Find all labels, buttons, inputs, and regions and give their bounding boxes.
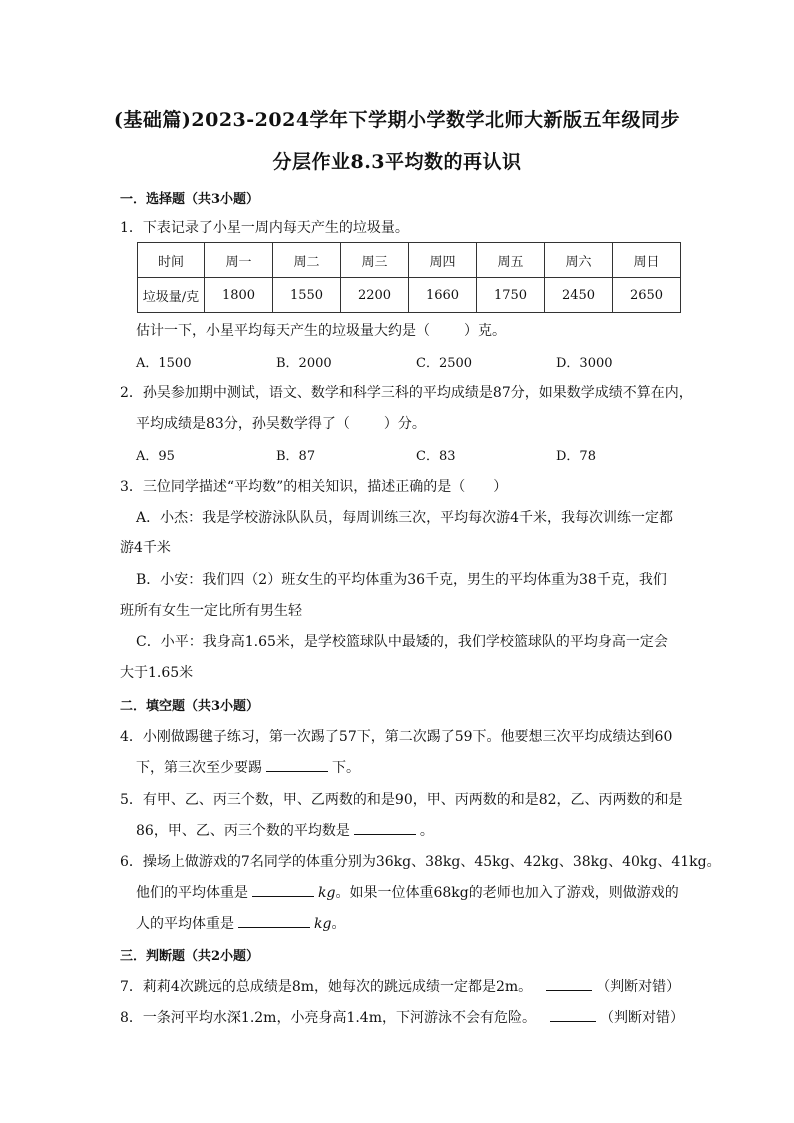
- q7-line: [120, 976, 680, 996]
- section-judge-heading: 三．判断题（共2小题）: [120, 949, 260, 964]
- q2-line-2-end: ）分。: [383, 416, 426, 432]
- table-cell: 周日: [613, 243, 681, 278]
- table-cell: 周三: [341, 243, 409, 278]
- q4-line-2: [136, 757, 360, 777]
- table-cell: 时间: [138, 243, 205, 278]
- q5-line-2: [136, 820, 434, 840]
- q6-line-3-end: 。: [331, 916, 346, 932]
- section-fill-heading: 二．填空题（共3小题）: [120, 699, 260, 714]
- q5-line-1: 5．有甲、乙、丙三个数，甲、乙两数的和是90，甲、丙两数的和是82，乙、丙两数的和是: [120, 792, 683, 808]
- q1-follow-text: 估计一下，小星平均每天产生的垃圾量大约是（: [136, 323, 430, 339]
- table-row: [138, 243, 681, 278]
- table-cell: 周五: [477, 243, 545, 278]
- q2-line-2-text: 平均成绩是83分，孙吴数学得了（: [136, 416, 350, 432]
- q6-answer-blank-2[interactable]: [238, 913, 310, 928]
- q1-options: [136, 352, 696, 371]
- q3-option-a-line-1: A．小杰：我是学校游泳队队员，每周训练三次，平均每次游4千米，我每次训练一定都: [136, 510, 674, 526]
- table-cell: 2450: [545, 278, 613, 313]
- option-b[interactable]: B．2000: [276, 356, 332, 371]
- option-d[interactable]: D．78: [556, 449, 596, 464]
- q3-stem: 3．三位同学描述“平均数”的相关知识，描述正确的是（ ）: [120, 479, 508, 495]
- q6-line-3-text: 人的平均体重是: [136, 916, 234, 932]
- table-cell: 周二: [273, 243, 341, 278]
- q6-line-3: [136, 913, 345, 933]
- q5-line-2-end: 。: [419, 823, 434, 839]
- table-row: [138, 278, 681, 313]
- q6-line-2-rest: 。如果一位体重68kg的老师也加入了游戏，则做游戏的: [335, 885, 679, 901]
- q6-line-2-text: 他们的平均体重是: [136, 885, 248, 901]
- table-cell: 1660: [409, 278, 477, 313]
- q6-unit: kg: [314, 916, 332, 932]
- table-cell: 周四: [409, 243, 477, 278]
- q1-follow-end: ）克。: [464, 323, 506, 339]
- q3-option-c-line-1: C．小平：我身高1.65米，是学校篮球队中最矮的，我们学校篮球队的平均身高一定会: [136, 634, 668, 650]
- q6-line-1: 6．操场上做游戏的7名同学的体重分别为36kg、38kg、45kg、42kg、38kg、40kg、41kg。: [120, 854, 721, 870]
- option-c[interactable]: C．83: [416, 449, 456, 464]
- q7-text: 7．莉莉4次跳远的总成绩是8m，她每次的跳远成绩一定都是2m。: [120, 979, 533, 995]
- q4-line-2-end: 下。: [332, 760, 360, 776]
- q2-line-2: [136, 413, 426, 433]
- table-cell: 1800: [205, 278, 273, 313]
- q5-line-2-text: 86，甲、乙、丙三个数的平均数是: [136, 823, 350, 839]
- q7-answer-blank[interactable]: [546, 976, 592, 991]
- q1-follow: [136, 320, 506, 340]
- title-line-2: 分层作业8.3平均数的再认识: [272, 151, 522, 173]
- q4-answer-blank[interactable]: [266, 757, 328, 772]
- q6-unit: kg: [318, 885, 336, 901]
- q3-option-b-line-1: B．小安：我们四（2）班女生的平均体重为36千克，男生的平均体重为38千克，我们: [136, 572, 667, 588]
- q4-line-2-text: 下，第三次至少要踢: [136, 760, 262, 776]
- q1-stem: 1．下表记录了小星一周内每天产生的垃圾量。: [120, 220, 409, 236]
- option-a[interactable]: A．95: [136, 449, 175, 464]
- table-cell: 2650: [613, 278, 681, 313]
- q7-tail: （判断对错）: [596, 979, 681, 995]
- table-cell: 垃圾量/克: [138, 278, 205, 313]
- q8-line: [120, 1007, 684, 1027]
- q5-answer-blank[interactable]: [354, 820, 416, 835]
- q3-option-c-line-2: 大于1.65米: [120, 665, 194, 681]
- q2-options: [136, 445, 696, 464]
- section-choice-heading: 一．选择题（共3小题）: [120, 192, 260, 207]
- q4-line-1: 4．小刚做踢毽子练习，第一次踢了57下，第二次踢了59下。他要想三次平均成绩达到60: [120, 729, 673, 745]
- option-d[interactable]: D．3000: [556, 356, 613, 371]
- q6-answer-blank-1[interactable]: [252, 882, 314, 897]
- q8-tail: （判断对错）: [600, 1010, 684, 1026]
- q8-text: 8．一条河平均水深1.2m，小亮身高1.4m，下河游泳不会有危险。: [120, 1010, 536, 1026]
- title-line-1: (基础篇)2023-2024学年下学期小学数学北师大新版五年级同步: [113, 109, 681, 131]
- option-a[interactable]: A．1500: [136, 356, 192, 371]
- q8-answer-blank[interactable]: [550, 1007, 596, 1022]
- q2-line-1: 2．孙吴参加期中测试，语文、数学和科学三科的平均成绩是87分，如果数学成绩不算在内，: [120, 385, 693, 401]
- table-cell: 2200: [341, 278, 409, 313]
- option-c[interactable]: C．2500: [416, 356, 473, 371]
- table-cell: 1550: [273, 278, 341, 313]
- q6-line-2: [136, 882, 679, 902]
- table-cell: 周一: [205, 243, 273, 278]
- q3-option-b-line-2: 班所有女生一定比所有男生轻: [120, 603, 302, 619]
- option-b[interactable]: B．87: [276, 449, 316, 464]
- table-cell: 1750: [477, 278, 545, 313]
- table-cell: 周六: [545, 243, 613, 278]
- garbage-table: [137, 242, 681, 313]
- q3-option-a-line-2: 游4千米: [120, 540, 171, 556]
